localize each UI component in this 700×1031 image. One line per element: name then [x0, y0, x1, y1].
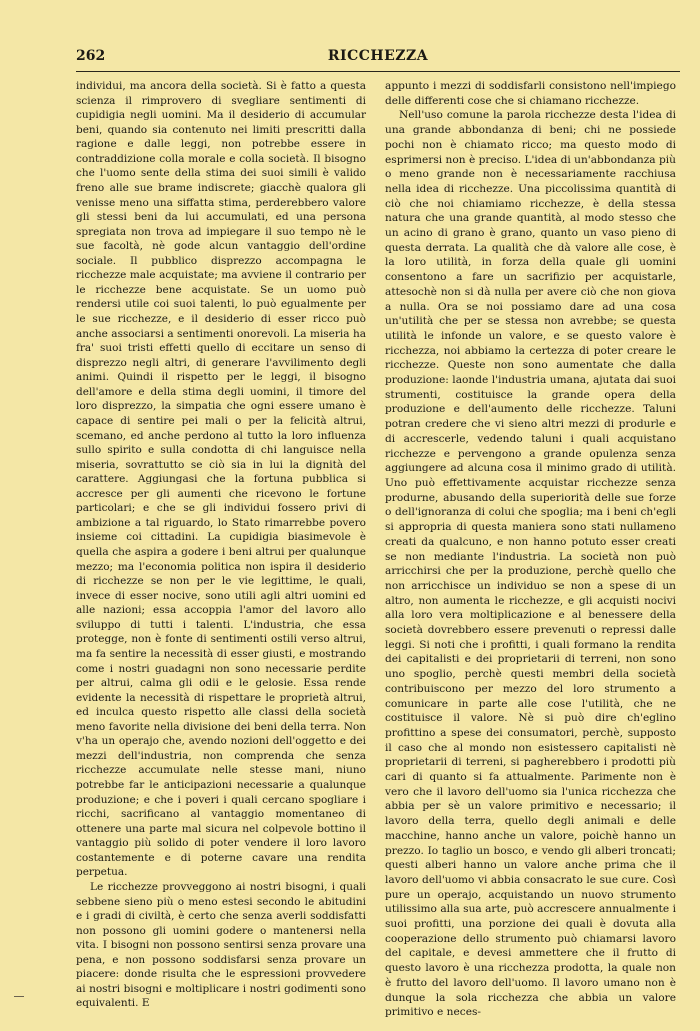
right-paragraph-2: Nell'uso comune la parola ricchezze desta l'idea di una grande abbondanza di beni; chi ne possiede pochi non è chiamato ricco; ma questo modo di esprimersi non è preciso. L'idea di un'abbondanza più o meno grande non è necessariamente racchiusa nella idea di ricchezze. Una piccolissima quantità di ciò che noi chiamiamo ricchezze, è della stessa natura che una grande quantità, al modo stesso che un acino di grano è grano, quanto un vaso pieno di questa derrata. La qualità che dà valore alle cose, è la loro utilità, in forza della quale gli uomini consentono a fare un sacrifizio per acquistarle, attesochè non si dà nulla per avere ciò che non giova a nulla. Ora se noi possiamo dare ad una cosa un'utilità che per se stessa non avrebbe; se questa utilità le infonde un valore, e se questo valore è ricchezza, noi abbiamo la certezza di poter creare le ricchezze. Queste non sono aumentate che dalla produzione: laonde l'industria umana, ajutata dai suoi strumenti, costituisce la grande opera della produzione e dell'aumento delle ricchezze. Taluni potran credere che vi sieno altri mezzi di produrle e di accrescerle, vedendo taluni i quali acquistano ricchezze e pervengono a grande opulenza senza aggiungere ad alcuna cosa il minimo grado di utilità. Uno può effettivamente acquistar ricchezze senza produrne, abusando della superiorità delle sue forze o dell'ignoranza di colui che spoglia; ma i beni ch'egli si appropria di questa maniera sono stati nullameno creati da qualcuno, e non hanno potuto esser creati se non mediante l'industria. La società non può arricchirsi che per la produzione, perchè quello che non arricchisce un individuo se non a spese di un altro, non aumenta le ricchezze, e gli acquisti nocivi alla loro vera moltiplicazione e al benessere della società dovrebbero essere prevenuti o repressi dalle leggi. Si noti che i profitti, i quali formano la rendita dei capitalisti e dei proprietarii di terreni, non sono uno spoglio, perchè questi membri della società contribuiscono per mezzo del loro strumento a comunicare in parte alle cose l'utilità, che ne costituisce il valore. Nè si può dire ch'eglino profittino a spese dei consumatori, perchè, supposto il caso che al mondo non esistessero capitalisti nè proprietarii di terreni, si pagherebbero i prodotti più cari di quanto si fa attualmente. Parimente non è vero che il lavoro dell'uomo sia l'unica ricchezza che abbia per sè un valore primitivo e necessario; il lavoro della terra, quello degli animali e delle macchine, hanno anche un valore, poichè hanno un prezzo. Io taglio un bosco, e vendo gli alberi troncati; questi alberi hanno un valore anche prima che il lavoro dell'uomo vi abbia consacrato le sue cure. Così pure un operajo, acquistando un nuovo strumento utilissimo alla sua arte, può accrescere annualmente i suoi profitti, una porzione dei quali è dovuta alla cooperazione dello strumento può chiamarsi lavoro del capitale, e devesi ammettere che il frutto di questo lavoro è una ricchezza prodotta, la quale non è frutto del lavoro dell'uomo. Il lavoro umano non è dunque la sola ricchezza che abbia un valore primitivo e neces- — [385, 109, 676, 1019]
margin-mark — [14, 996, 24, 997]
left-column — [76, 79, 366, 1011]
running-title: RICCHEZZA — [327, 48, 429, 64]
page-number: 262 — [76, 48, 106, 64]
header-rule — [76, 71, 680, 72]
left-paragraph-2: Le ricchezze provveggono ai nostri bisogni, i quali sebbene sieno più o meno estesi secondo le abitudini e i gradi di civiltà, è certo che senza averli soddisfatti non possono gli uomini godere o mantenersi nella vita. I bisogni non possono sentirsi senza provare una pena, e non possono soddisfarsi senza provare un piacere: donde risulta che le espressioni provvedere ai nostri bisogni e moltiplicare i nostri godimenti sono equivalenti. E — [76, 880, 366, 1010]
left-paragraph-1: individui, ma ancora della società. Si è fatto a questa scienza il rimprovero di svegliare sentimenti di cupidigia negli uomini. Ma il desiderio di accumular beni, quando sia contenuto nei limiti prescritti dalla ragione e dalle leggi, non potrebbe essere in contraddizione colla morale e colla società. Il bisogno che l'uomo sente della stima dei suoi simili è valido freno alle sue brame indiscrete; giacchè qualora gli venisse meno una siffatta stima, perderebbero valore gli stessi beni da lui accumulati, ed una persona spregiata non trova ad impiegare il suo tempo nè le sue facoltà, nè gode alcun vantaggio dell'ordine sociale. Il pubblico disprezzo accompagna le ricchezze male acquistate; ma avviene il contrario per le ricchezze bene acquistate. Se un uomo può rendersi utile coi suoi talenti, lo può egualmente per le sue ricchezze, e il desiderio di esser ricco può anche associarsi a sentimenti onorevoli. La miseria ha fra' suoi tristi effetti quello di eccitare un senso di disprezzo negli altri, di generare l'avvilimento degli animi. Quindi il rispetto per le leggi, il bisogno dell'amore e della stima degli uomini, il timore del loro disprezzo, la simpatia che ogni essere umano è capace di sentire pei mali o per la felicità altrui, scemano, ed anche perdono al tutto la loro influenza sullo spirito e sulla condotta di chi languisce nella miseria, sovrattutto se ciò sia in lui la dignità del carattere. Aggiungasi che la fortuna pubblica si accresce per gli aumenti che ricevono le fortune particolari; e che se gli individui fossero privi di ambizione a tal riguardo, lo Stato rimarrebbe povero insieme coi cittadini. La cupidigia biasimevole è quella che aspira a godere i beni altrui per qualunque mezzo; ma l'economia politica non ispira il desiderio di ricchezze se non per le vie legittime, le quali, invece di esser nocive, sono utili agli altri uomini ed alle nazioni; essa accoppia l'amor del lavoro allo sviluppo di tutti i talenti. L'industria, che essa protegge, non è fonte di sentimenti ostili verso altrui, ma fa sentire la necessità di esser giusti, e mostrando come i nostri guadagni non sono necessarie perdite per altrui, calma gli odii e le gelosie. Essa rende evidente la necessità di rispettare le proprietà altrui, ed inculca questo rispetto alle classi della società meno favorite nella divisione dei beni della terra. Non v'ha un operajo che, avendo nozioni dell'oggetto e dei mezzi dell'industria, non comprenda che senza ricchezze accumulate nelle stesse mani, niuno potrebbe far le anticipazioni necessarie a qualunque produzione; e che i poveri i quali cercano spogliare i ricchi, sacrificano al vantaggio momentaneo di ottenere una parte mal sicura nel colpevole bottino il vantaggio più solido di poter vendere il loro lavoro costantemente e di poterne cavare una rendita perpetua. — [76, 80, 366, 879]
right-column — [385, 79, 676, 1020]
page-header — [76, 48, 680, 68]
right-paragraph-1: appunto i mezzi di soddisfarli consistono nell'impiego delle differenti cose che si chiamano ricchezze. — [385, 80, 676, 107]
